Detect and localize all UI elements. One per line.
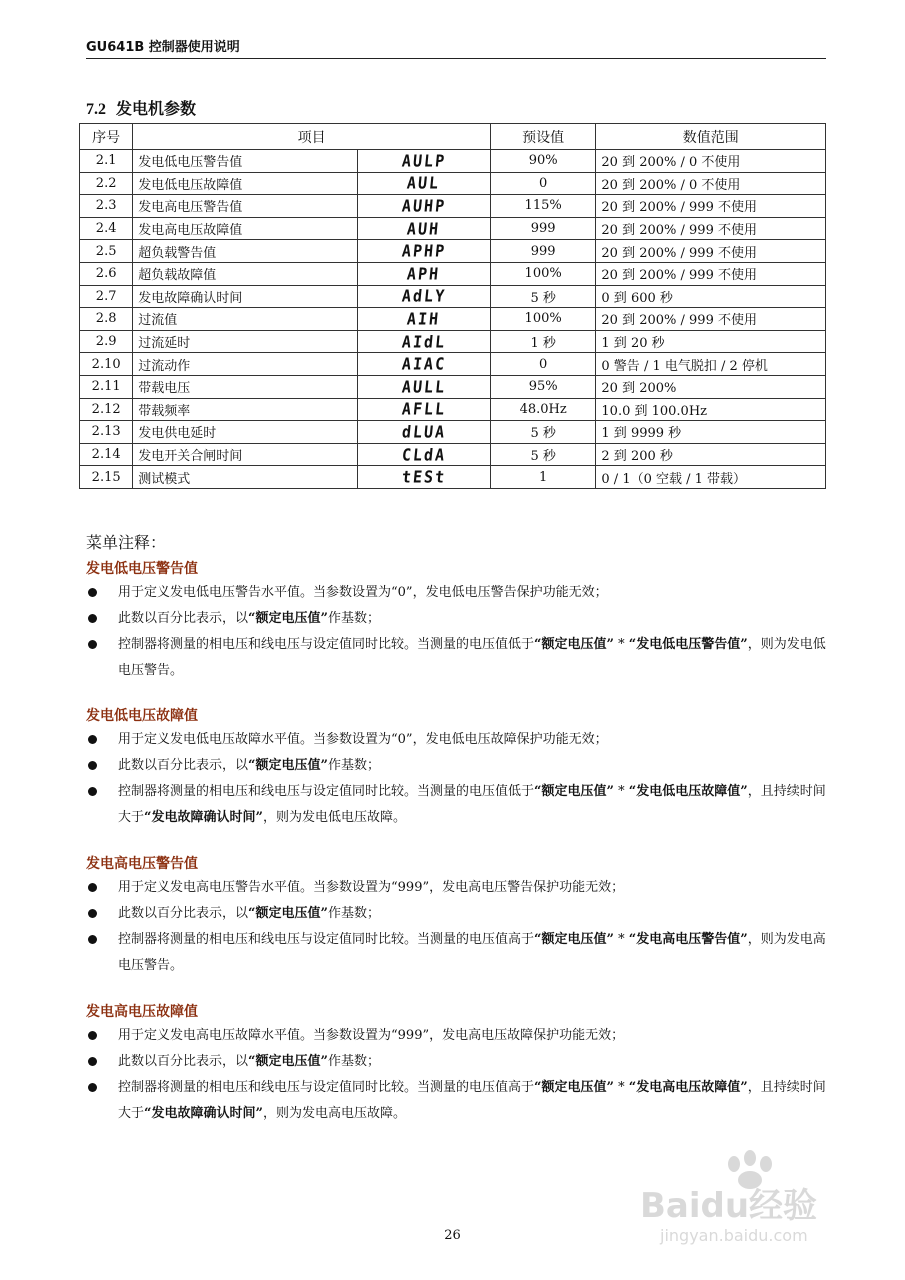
row-name: 发电供电延时 [133, 421, 358, 444]
bullet-text: 控制器将测量的相电压和线电压与设定值同时比较。当测量的电压值低于 [118, 784, 535, 799]
row-seq: 2.4 [80, 217, 133, 240]
row-range: 20 到 200% / 999 不使用 [596, 262, 826, 285]
bullet-text: ，则为发电高电压警告。 [118, 932, 826, 973]
row-default: 999 [490, 240, 596, 263]
note-heading: 发电低电压故障值 [86, 708, 198, 724]
row-range: 20 到 200% / 0 不使用 [596, 150, 826, 173]
row-default: 0 [490, 172, 596, 195]
row-seq: 2.9 [80, 330, 133, 353]
bullet-icon [88, 640, 97, 649]
lcd-code: dLUA [400, 422, 447, 442]
bullet-emphasis: “发电低电压警告值” [628, 637, 748, 652]
row-default: 1 秒 [490, 330, 596, 353]
row-display-code [357, 398, 490, 421]
table-row [80, 466, 826, 489]
bullet-text: 此数以百分比表示，以 [118, 1054, 249, 1069]
table-row [80, 240, 826, 263]
table-row [80, 150, 826, 173]
row-default: 5 秒 [490, 285, 596, 308]
lcd-code: AULL [400, 376, 447, 397]
bullet-icon [88, 1031, 97, 1040]
row-name: 发电高电压故障值 [133, 217, 358, 240]
row-range: 20 到 200% / 999 不使用 [596, 240, 826, 263]
bullet-text: ，则为发电高电压故障。 [262, 1106, 406, 1121]
table-row [80, 443, 826, 466]
note-heading: 发电高电压警告值 [86, 856, 198, 872]
row-display-code [357, 240, 490, 263]
page-header [86, 34, 826, 59]
lcd-code: AIH [406, 309, 442, 329]
row-display-code [357, 150, 490, 173]
col-header-range: 数值范围 [596, 124, 826, 150]
note-block [86, 853, 826, 979]
bullet-emphasis: “发电高电压警告值” [628, 932, 748, 947]
row-seq: 2.12 [80, 398, 133, 421]
row-seq: 2.10 [80, 353, 133, 376]
bullet-emphasis: “额定电压值” [534, 932, 614, 947]
note-bullet [86, 606, 826, 632]
bullet-text: 用于定义发电低电压故障水平值。当参数设置为“0”，发电低电压故障保护功能无效； [118, 732, 608, 747]
row-default: 48.0Hz [490, 398, 596, 421]
row-name: 超负载警告值 [133, 240, 358, 263]
row-default: 100% [490, 262, 596, 285]
bullet-icon [88, 909, 97, 918]
row-seq: 2.1 [80, 150, 133, 173]
note-heading: 发电高电压故障值 [86, 1004, 198, 1020]
row-display-code [357, 375, 490, 398]
row-default: 5 秒 [490, 443, 596, 466]
table-row [80, 195, 826, 218]
bullet-text: * [613, 637, 629, 652]
row-seq: 2.13 [80, 421, 133, 444]
bullet-text: 用于定义发电高电压故障水平值。当参数设置为“999”，发电高电压故障保护功能无效； [118, 1028, 625, 1043]
row-display-code [357, 262, 490, 285]
row-display-code [357, 285, 490, 308]
bullet-icon [88, 735, 97, 744]
bullet-emphasis: “发电低电压故障值” [628, 784, 748, 799]
lcd-code: AUHP [400, 196, 447, 216]
bullet-emphasis: “额定电压值” [248, 1054, 328, 1069]
row-name: 发电开关合闸时间 [133, 443, 358, 466]
row-range: 1 到 9999 秒 [596, 421, 826, 444]
row-display-code [357, 330, 490, 353]
row-range: 20 到 200% / 999 不使用 [596, 217, 826, 240]
row-default: 5 秒 [490, 421, 596, 444]
row-default: 100% [490, 308, 596, 331]
note-bullet [86, 632, 826, 684]
page-number: 26 [444, 1228, 461, 1243]
row-name: 带载电压 [133, 375, 358, 398]
bullet-emphasis: “额定电压值” [248, 758, 328, 773]
row-default: 95% [490, 375, 596, 398]
table-row [80, 285, 826, 308]
watermark-brand: Baidu经验 [640, 1186, 818, 1226]
row-seq: 2.14 [80, 443, 133, 466]
col-header-item: 项目 [133, 124, 491, 150]
lcd-code: AdLY [400, 286, 447, 307]
row-default: 0 [490, 353, 596, 376]
bullet-text: * [613, 1080, 629, 1095]
table-row [80, 172, 826, 195]
row-name: 发电低电压警告值 [133, 150, 358, 173]
note-bullet [86, 1023, 826, 1049]
row-display-code [357, 443, 490, 466]
bullet-text: 控制器将测量的相电压和线电压与设定值同时比较。当测量的电压值高于 [118, 1080, 535, 1095]
row-range: 20 到 200% [596, 375, 826, 398]
note-bullet [86, 1075, 826, 1127]
table-row [80, 375, 826, 398]
row-name: 带载频率 [133, 398, 358, 421]
bullet-icon [88, 1057, 97, 1066]
bullet-text: 作基数； [327, 906, 380, 921]
row-range: 0 到 600 秒 [596, 285, 826, 308]
bullet-emphasis: “发电故障确认时间” [144, 810, 263, 825]
table-body [80, 150, 826, 489]
col-header-default: 预设值 [490, 124, 596, 150]
row-name: 超负载故障值 [133, 262, 358, 285]
row-range: 1 到 20 秒 [596, 330, 826, 353]
row-name: 发电低电压故障值 [133, 172, 358, 195]
table-row [80, 398, 826, 421]
watermark-url: jingyan.baidu.com [660, 1226, 808, 1245]
row-range: 20 到 200% / 999 不使用 [596, 308, 826, 331]
table-header-row [80, 124, 826, 150]
row-seq: 2.7 [80, 285, 133, 308]
section-title-text: 发电机参数 [116, 99, 197, 118]
lcd-code: AUH [406, 218, 442, 239]
note-heading: 发电低电压警告值 [86, 561, 198, 577]
generator-params-table [79, 123, 826, 489]
lcd-code: tESt [400, 467, 447, 488]
row-range: 2 到 200 秒 [596, 443, 826, 466]
notes-title: 菜单注释： [86, 533, 167, 552]
row-display-code [357, 308, 490, 331]
document-title: GU641B 控制器使用说明 [86, 40, 240, 55]
bullet-icon [88, 883, 97, 892]
note-bullet [86, 901, 826, 927]
note-block [86, 1001, 826, 1127]
note-bullet [86, 779, 826, 831]
row-range: 20 到 200% / 999 不使用 [596, 195, 826, 218]
bullet-text: * [613, 784, 629, 799]
note-bullet [86, 753, 826, 779]
row-range: 20 到 200% / 0 不使用 [596, 172, 826, 195]
bullet-icon [88, 787, 97, 796]
lcd-code: AFLL [400, 399, 447, 420]
row-name: 过流动作 [133, 353, 358, 376]
row-name: 发电故障确认时间 [133, 285, 358, 308]
row-default: 90% [490, 150, 596, 173]
table-row [80, 353, 826, 376]
bullet-emphasis: “发电高电压故障值” [628, 1080, 748, 1095]
bullet-text: 作基数； [327, 611, 380, 626]
table-row [80, 308, 826, 331]
row-name: 过流延时 [133, 330, 358, 353]
bullet-text: 此数以百分比表示，以 [118, 611, 249, 626]
bullet-text: ，则为发电低电压故障。 [262, 810, 406, 825]
bullet-icon [88, 1083, 97, 1092]
bullet-emphasis: “额定电压值” [534, 784, 614, 799]
row-display-code [357, 421, 490, 444]
note-bullet [86, 875, 826, 901]
row-display-code [357, 353, 490, 376]
bullet-icon [88, 614, 97, 623]
lcd-code: AULP [400, 150, 447, 171]
table-row [80, 330, 826, 353]
bullet-text: 此数以百分比表示，以 [118, 758, 249, 773]
bullet-icon [88, 588, 97, 597]
table-row [80, 421, 826, 444]
note-bullet [86, 727, 826, 753]
row-seq: 2.2 [80, 172, 133, 195]
row-range: 10.0 到 100.0Hz [596, 398, 826, 421]
table-row [80, 262, 826, 285]
row-display-code [357, 466, 490, 489]
bullet-icon [88, 761, 97, 770]
note-bullet [86, 1049, 826, 1075]
bullet-text: ，且持续时间大于 [118, 1080, 826, 1121]
row-range: 0 / 1（0 空载 / 1 带载） [596, 466, 826, 489]
note-bullet [86, 580, 826, 606]
bullet-text: 用于定义发电高电压警告水平值。当参数设置为“999”，发电高电压警告保护功能无效； [118, 880, 625, 895]
row-display-code [357, 217, 490, 240]
lcd-code: APH [406, 263, 442, 284]
lcd-code: AIAC [400, 354, 447, 375]
lcd-code: CLdA [400, 444, 447, 465]
note-block [86, 705, 826, 831]
row-default: 115% [490, 195, 596, 218]
row-name: 过流值 [133, 308, 358, 331]
row-display-code [357, 195, 490, 218]
row-seq: 2.3 [80, 195, 133, 218]
bullet-text: 控制器将测量的相电压和线电压与设定值同时比较。当测量的电压值高于 [118, 932, 535, 947]
table-row [80, 217, 826, 240]
row-range: 0 警告 / 1 电气脱扣 / 2 停机 [596, 353, 826, 376]
row-seq: 2.15 [80, 466, 133, 489]
note-bullet [86, 927, 826, 979]
bullet-text: 作基数； [327, 1054, 380, 1069]
bullet-text: 此数以百分比表示，以 [118, 906, 249, 921]
row-default: 999 [490, 217, 596, 240]
bullet-text: ，则为发电低电压警告。 [118, 637, 826, 678]
bullet-emphasis: “额定电压值” [248, 611, 328, 626]
bullet-emphasis: “额定电压值” [248, 906, 328, 921]
bullet-text: ，且持续时间大于 [118, 784, 826, 825]
lcd-code: AIdL [400, 331, 447, 352]
watermark [640, 1150, 870, 1250]
row-seq: 2.5 [80, 240, 133, 263]
bullet-text: * [613, 932, 629, 947]
row-default: 1 [490, 466, 596, 489]
bullet-text: 作基数； [327, 758, 380, 773]
note-block [86, 558, 826, 684]
row-seq: 2.6 [80, 262, 133, 285]
lcd-code: APHP [400, 241, 447, 262]
bullet-text: 用于定义发电低电压警告水平值。当参数设置为“0”，发电低电压警告保护功能无效； [118, 585, 608, 600]
bullet-emphasis: “额定电压值” [534, 1080, 614, 1095]
row-seq: 2.11 [80, 375, 133, 398]
row-display-code [357, 172, 490, 195]
lcd-code: AUL [406, 173, 442, 194]
bullet-emphasis: “额定电压值” [534, 637, 614, 652]
bullet-emphasis: “发电故障确认时间” [144, 1106, 263, 1121]
col-header-seq: 序号 [80, 124, 133, 150]
row-seq: 2.8 [80, 308, 133, 331]
row-name: 发电高电压警告值 [133, 195, 358, 218]
bullet-icon [88, 935, 97, 944]
section-number: 7.2 [86, 101, 106, 118]
row-name: 测试模式 [133, 466, 358, 489]
bullet-text: 控制器将测量的相电压和线电压与设定值同时比较。当测量的电压值低于 [118, 637, 535, 652]
section-title [86, 96, 196, 119]
